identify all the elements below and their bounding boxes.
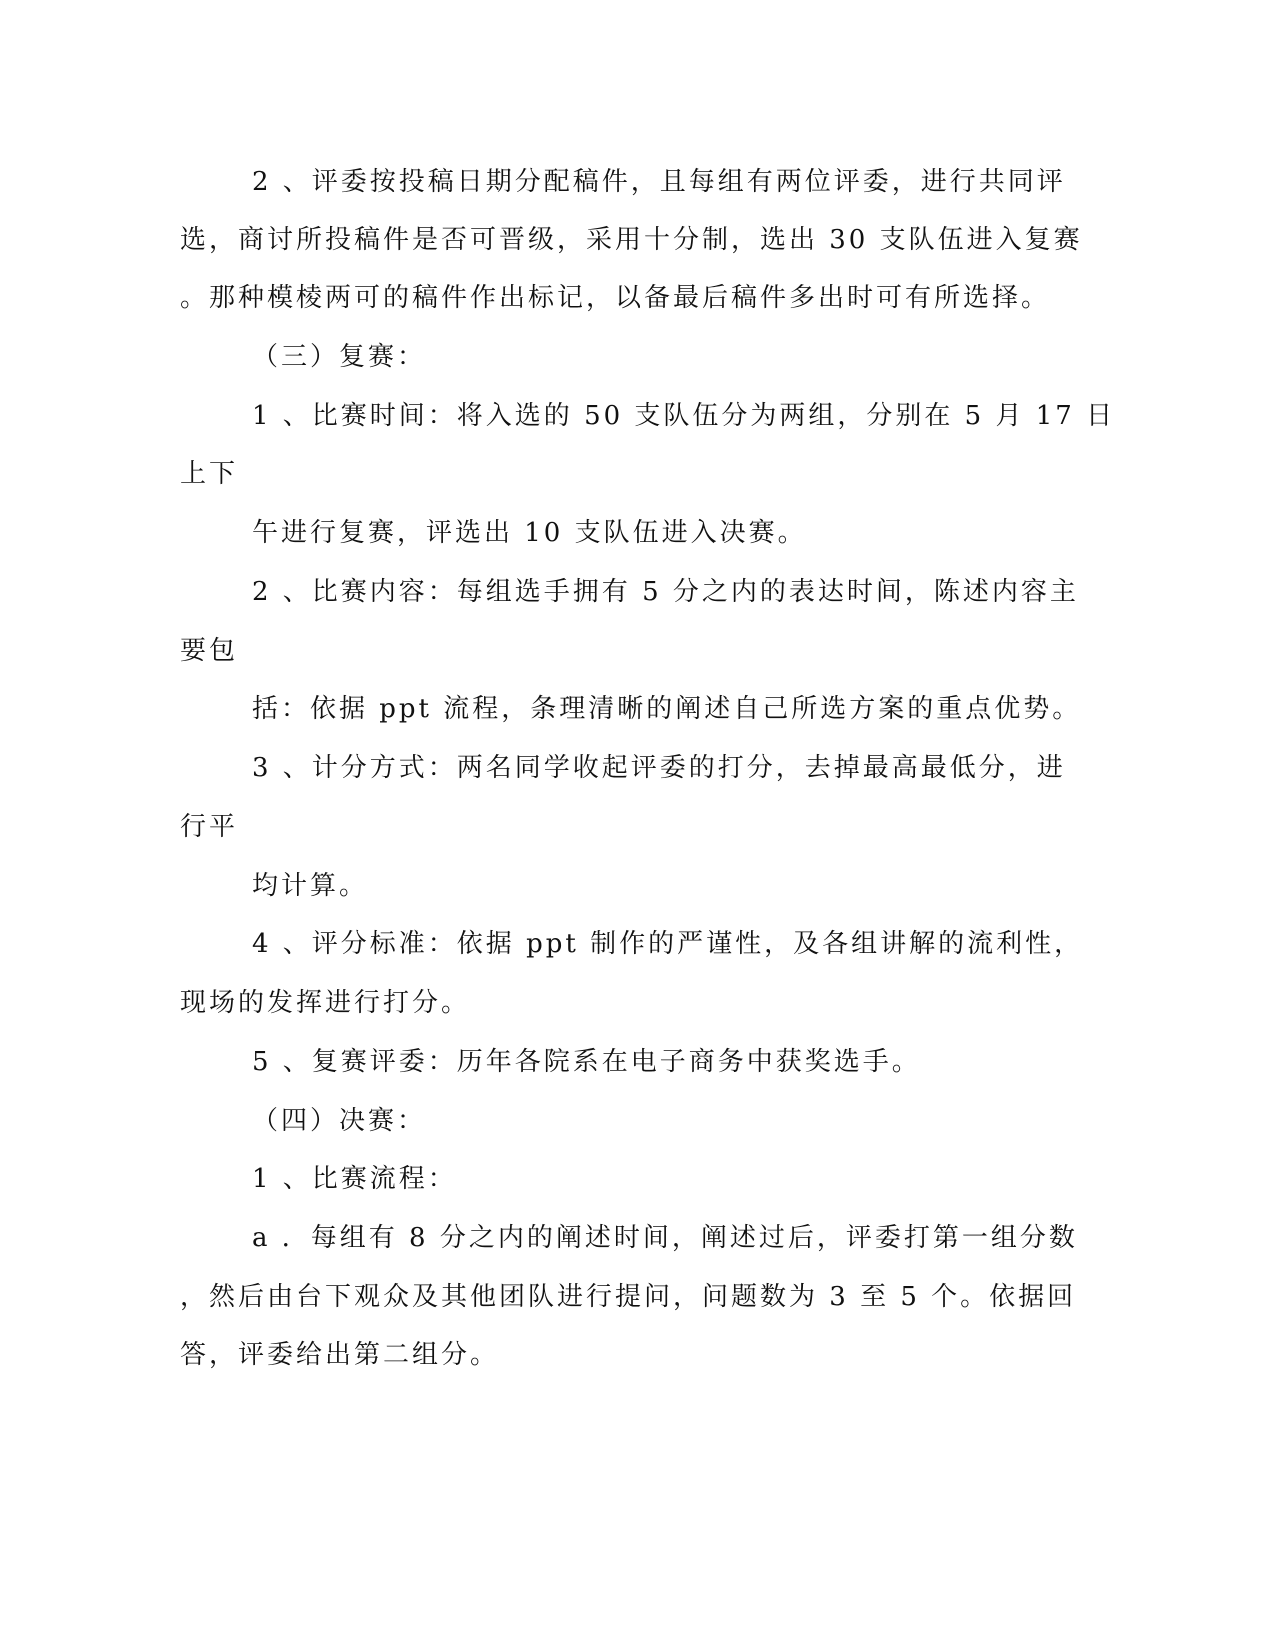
section-heading: （三）复赛： <box>252 342 427 372</box>
section-heading: （四）决赛： <box>252 1106 427 1136</box>
paragraph-line: 。那种模棱两可的稿件作出标记，以备最后稿件多出时可有所选择。 <box>180 283 1051 313</box>
paragraph-line: 1 、比赛流程： <box>252 1164 457 1194</box>
paragraph-line: 行平 <box>180 812 239 842</box>
paragraph-line: 4 、评分标准：依据 ppt 制作的严谨性，及各组讲解的流利性， <box>252 929 1084 959</box>
paragraph-line: 选，商讨所投稿件是否可晋级，采用十分制，选出 30 支队伍进入复赛 <box>180 225 1083 255</box>
paragraph-line: 3 、计分方式：两名同学收起评委的打分，去掉最高最低分，进 <box>252 753 1066 783</box>
paragraph-line: 均计算。 <box>252 871 369 901</box>
paragraph-line: 午进行复赛，评选出 10 支队伍进入决赛。 <box>252 518 807 548</box>
paragraph-line: 现场的发挥进行打分。 <box>180 988 471 1018</box>
paragraph-line: 1 、比赛时间：将入选的 50 支队伍分为两组，分别在 5 月 17 日 <box>252 401 1116 431</box>
paragraph-line: 2 、评委按投稿日期分配稿件，且每组有两位评委，进行共同评 <box>252 167 1066 197</box>
paragraph-line: 答，评委给出第二组分。 <box>180 1340 500 1370</box>
paragraph-line: a ．每组有 8 分之内的阐述时间，阐述过后，评委打第一组分数 <box>252 1223 1078 1253</box>
paragraph-line: 上下 <box>180 459 239 489</box>
paragraph-line: 要包 <box>180 636 239 666</box>
paragraph-line: 括：依据 ppt 流程，条理清晰的阐述自己所选方案的重点优势。 <box>252 694 1082 724</box>
paragraph-line: ，然后由台下观众及其他团队进行提问，问题数为 3 至 5 个。依据回 <box>180 1282 1077 1312</box>
paragraph-line: 5 、复赛评委：历年各院系在电子商务中获奖选手。 <box>252 1047 921 1077</box>
paragraph-line: 2 、比赛内容：每组选手拥有 5 分之内的表达时间，陈述内容主 <box>252 577 1079 607</box>
